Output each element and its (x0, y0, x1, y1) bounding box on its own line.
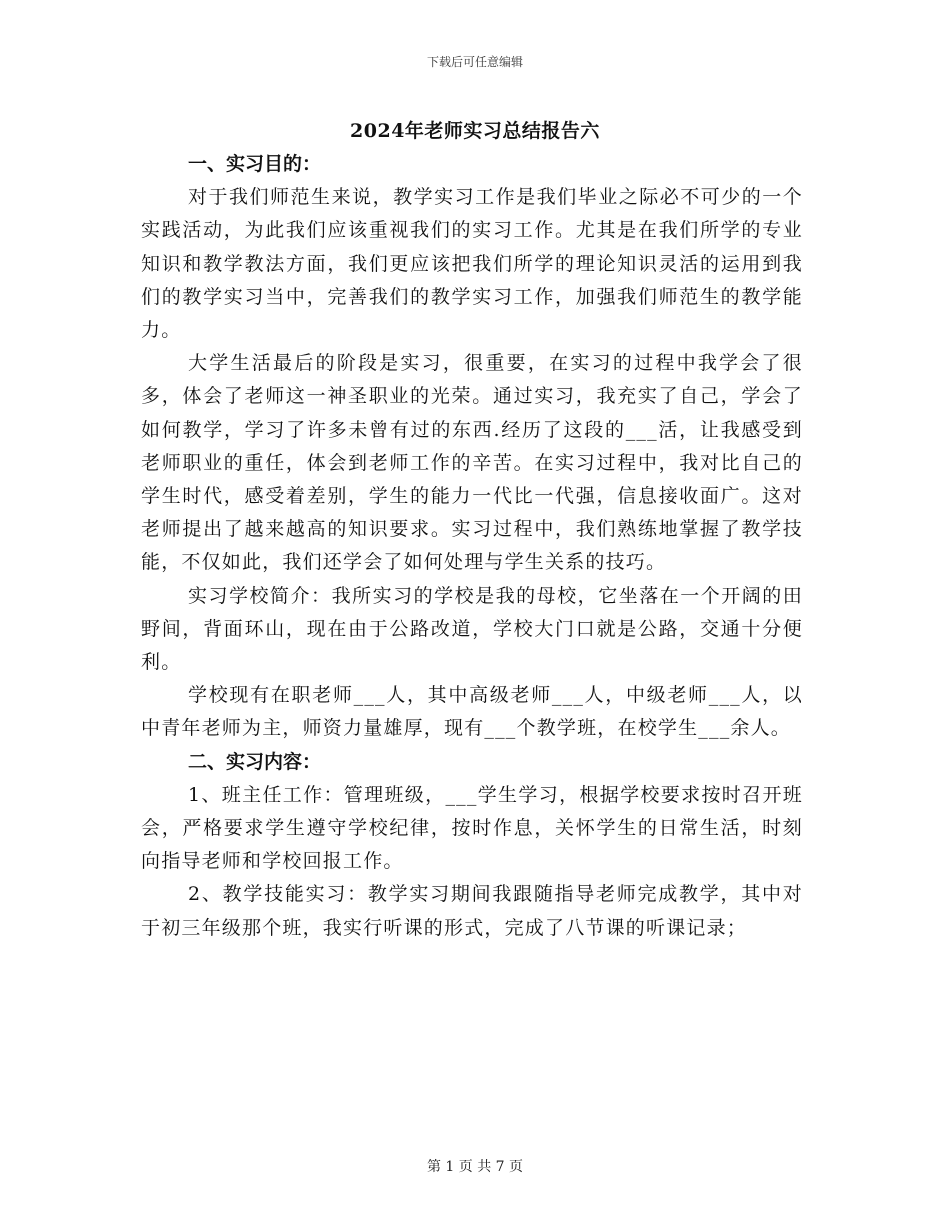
header-note: 下载后可任意编辑 (426, 55, 523, 69)
paragraph: 对于我们师范生来说，教学实习工作是我们毕业之际必不可少的一个实践活动，为此我们应该重视我们的实习工作。尤其是在我们所学的专业知识和教学教法方面，我们更应该把我们所学的理论知识灵活的运用到我们的教学实习当中，完善我们的教学实习工作，加强我们师范生的教学能力。 (141, 186, 803, 342)
paragraph: 1、班主任工作：管理班级，___学生学习，根据学校要求按时召开班会，严格要求学生遵守学校纪律，按时作息，关怀学生的日常生活，时刻向指导老师和学校回报工作。 (141, 783, 803, 873)
page-number: 第 1 页 共 7 页 (426, 1159, 524, 1175)
paragraph: 学校现有在职老师___人，其中高级老师___人，中级老师___人，以中青年老师为主，师资力量雄厚，现有___个教学班，在校学生___余人。 (141, 684, 803, 740)
document-title: 2024年老师实习总结报告六 (350, 120, 600, 142)
section-heading-content: 二、实习内容： (188, 750, 322, 773)
paragraph: 大学生活最后的阶段是实习，很重要，在实习的过程中我学会了很多，体会了老师这一神圣职业的光荣。通过实习，我充实了自己，学会了如何教学，学习了许多未曾有过的东西.经历了这段的___活，让我感受到老师职业的重任，体会到老师工作的辛苦。在实习过程中，我对比自己的学生时代，感受着差别，学生的能力一代比一代强，信息接收面广。这对老师提出了越来越高的知识要求。实习过程中，我们熟练地掌握了教学技能，不仅如此，我们还学会了如何处理与学生关系的技巧。 (141, 352, 803, 574)
paragraph: 实习学校简介：我所实习的学校是我的母校，它坐落在一个开阔的田野间，背面环山，现在由于公路改道，学校大门口就是公路，交通十分便利。 (141, 584, 803, 674)
document-body (141, 148, 803, 945)
section-heading-purpose: 一、实习目的： (188, 153, 322, 175)
paragraph: 2、教学技能实习：教学实习期间我跟随指导老师完成教学，其中对于初三年级那个班，我实行听课的形式，完成了八节课的听课记录； (141, 883, 803, 939)
